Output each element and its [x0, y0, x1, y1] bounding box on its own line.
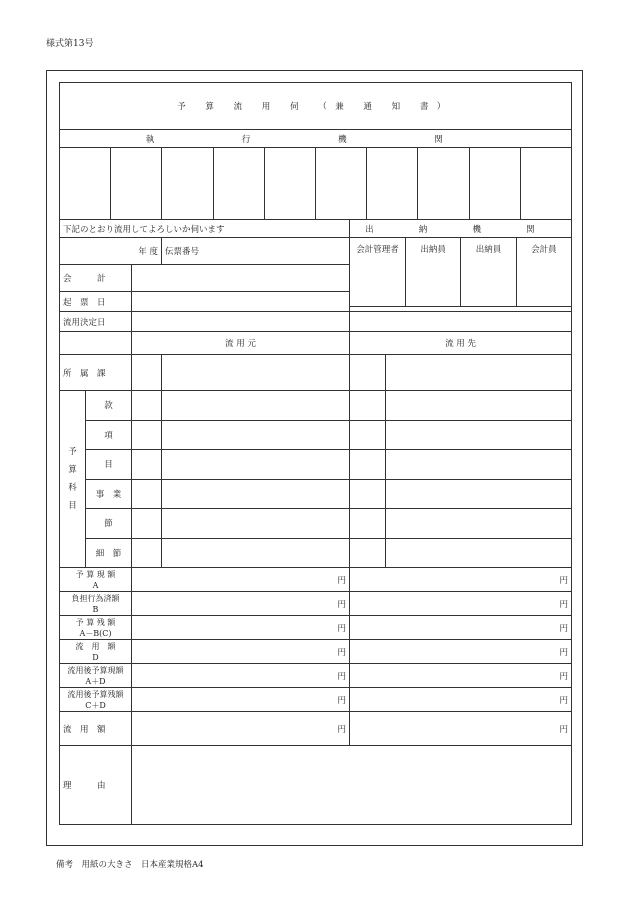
footnote: 備考 用紙の大きさ 日本産業規格A4	[56, 860, 204, 870]
treasury-header: 出 納 機 関	[350, 220, 572, 238]
department-source-code[interactable]	[132, 355, 162, 391]
budget-item-vertical-label: 予 算 科 目	[60, 391, 86, 568]
destination-name[interactable]	[386, 391, 572, 421]
budget-item-kou: 項	[86, 420, 132, 450]
seal-box[interactable]	[265, 148, 316, 219]
destination-name[interactable]	[386, 538, 572, 568]
amount-label-c: 予 算 残 額 A－B(C)	[60, 616, 132, 640]
amount-destination-a-plus-d[interactable]: 円	[350, 664, 572, 688]
transfer-amount-label: 流 用 額	[60, 712, 132, 746]
budget-item-kan: 款	[86, 391, 132, 421]
amount-destination-a[interactable]: 円	[350, 568, 572, 592]
role-accountant: 会計員	[531, 245, 557, 255]
budget-transfer-form	[59, 82, 572, 825]
source-name[interactable]	[162, 420, 350, 450]
request-text: 下記のとおり流用してよろしいか伺います	[60, 220, 350, 238]
seal-box[interactable]	[367, 148, 418, 219]
draft-date-label: 起 票 日	[60, 292, 132, 312]
source-header-blank	[60, 332, 132, 355]
reason-label: 理 由	[60, 746, 132, 825]
amount-source-c[interactable]: 円	[132, 616, 350, 640]
role-cashier-1: 出納員	[406, 238, 461, 306]
form-title	[60, 83, 572, 130]
source-name[interactable]	[162, 538, 350, 568]
budget-item-saisetsu: 細 節	[86, 538, 132, 568]
amount-destination-c-plus-d[interactable]: 円	[350, 688, 572, 712]
destination-name[interactable]	[386, 420, 572, 450]
reason-field[interactable]	[132, 746, 572, 825]
department-label: 所 属 課	[60, 355, 132, 391]
source-code[interactable]	[132, 479, 162, 509]
amount-source-a-plus-d[interactable]: 円	[132, 664, 350, 688]
destination-name[interactable]	[386, 450, 572, 480]
destination-code[interactable]	[350, 420, 386, 450]
department-destination-code[interactable]	[350, 355, 386, 391]
source-name[interactable]	[162, 509, 350, 539]
budget-item-moku: 目	[86, 450, 132, 480]
destination-header: 流 用 先	[350, 332, 572, 355]
seal-box[interactable]	[60, 148, 111, 219]
destination-code[interactable]	[350, 391, 386, 421]
transfer-amount-destination[interactable]: 円	[350, 712, 572, 746]
source-code[interactable]	[132, 538, 162, 568]
source-code[interactable]	[132, 391, 162, 421]
amount-label-a-plus-d: 流用後予算現額 A＋D	[60, 664, 132, 688]
destination-name[interactable]	[386, 479, 572, 509]
seal-box[interactable]	[470, 148, 521, 219]
department-destination-name[interactable]	[386, 355, 572, 391]
executing-agency-seal-row	[60, 148, 572, 220]
amount-label-b: 負担行為済額 B	[60, 592, 132, 616]
treasury-roles	[350, 238, 572, 312]
destination-code[interactable]	[350, 479, 386, 509]
executing-agency-header: 執 行 機 関	[60, 130, 572, 148]
seal-box[interactable]	[418, 148, 469, 219]
decision-date-field[interactable]	[132, 312, 350, 332]
seal-box[interactable]	[111, 148, 162, 219]
destination-name[interactable]	[386, 509, 572, 539]
source-code[interactable]	[132, 509, 162, 539]
destination-code[interactable]	[350, 538, 386, 568]
destination-code[interactable]	[350, 450, 386, 480]
seal-box[interactable]	[214, 148, 265, 219]
amount-destination-c[interactable]: 円	[350, 616, 572, 640]
amount-label-c-plus-d: 流用後予算残額 C＋D	[60, 688, 132, 712]
amount-destination-b[interactable]: 円	[350, 592, 572, 616]
form-title-text: 予 算 流 用 伺 （兼 通 知 書）	[177, 102, 454, 112]
role-cashier-2: 出納員	[461, 238, 516, 306]
treasury-blank-row	[350, 312, 572, 332]
source-name[interactable]	[162, 450, 350, 480]
draft-date-field[interactable]	[132, 292, 350, 312]
source-header: 流 用 元	[132, 332, 350, 355]
amount-destination-d[interactable]: 円	[350, 640, 572, 664]
source-name[interactable]	[162, 391, 350, 421]
fiscal-year-label: 年 度	[60, 238, 162, 265]
role-accounting-manager: 会計管理者	[350, 238, 406, 306]
source-code[interactable]	[132, 420, 162, 450]
source-code[interactable]	[132, 450, 162, 480]
destination-code[interactable]	[350, 509, 386, 539]
decision-date-label: 流用決定日	[60, 312, 132, 332]
department-source-name[interactable]	[162, 355, 350, 391]
amount-source-c-plus-d[interactable]: 円	[132, 688, 350, 712]
amount-source-b[interactable]: 円	[132, 592, 350, 616]
seal-box[interactable]	[162, 148, 213, 219]
budget-item-setsu: 節	[86, 509, 132, 539]
source-name[interactable]	[162, 479, 350, 509]
transfer-amount-source[interactable]: 円	[132, 712, 350, 746]
seal-box[interactable]	[521, 148, 571, 219]
slip-number-label: 伝票番号	[162, 238, 350, 265]
amount-label-d: 流 用 額 D	[60, 640, 132, 664]
account-label: 会 計	[60, 265, 132, 292]
seal-box[interactable]	[316, 148, 367, 219]
amount-source-d[interactable]: 円	[132, 640, 350, 664]
account-field[interactable]	[132, 265, 350, 292]
form-number: 様式第13号	[46, 39, 94, 49]
budget-item-jigyou: 事 業	[86, 479, 132, 509]
amount-label-a: 予 算 現 額 A	[60, 568, 132, 592]
amount-source-a[interactable]: 円	[132, 568, 350, 592]
